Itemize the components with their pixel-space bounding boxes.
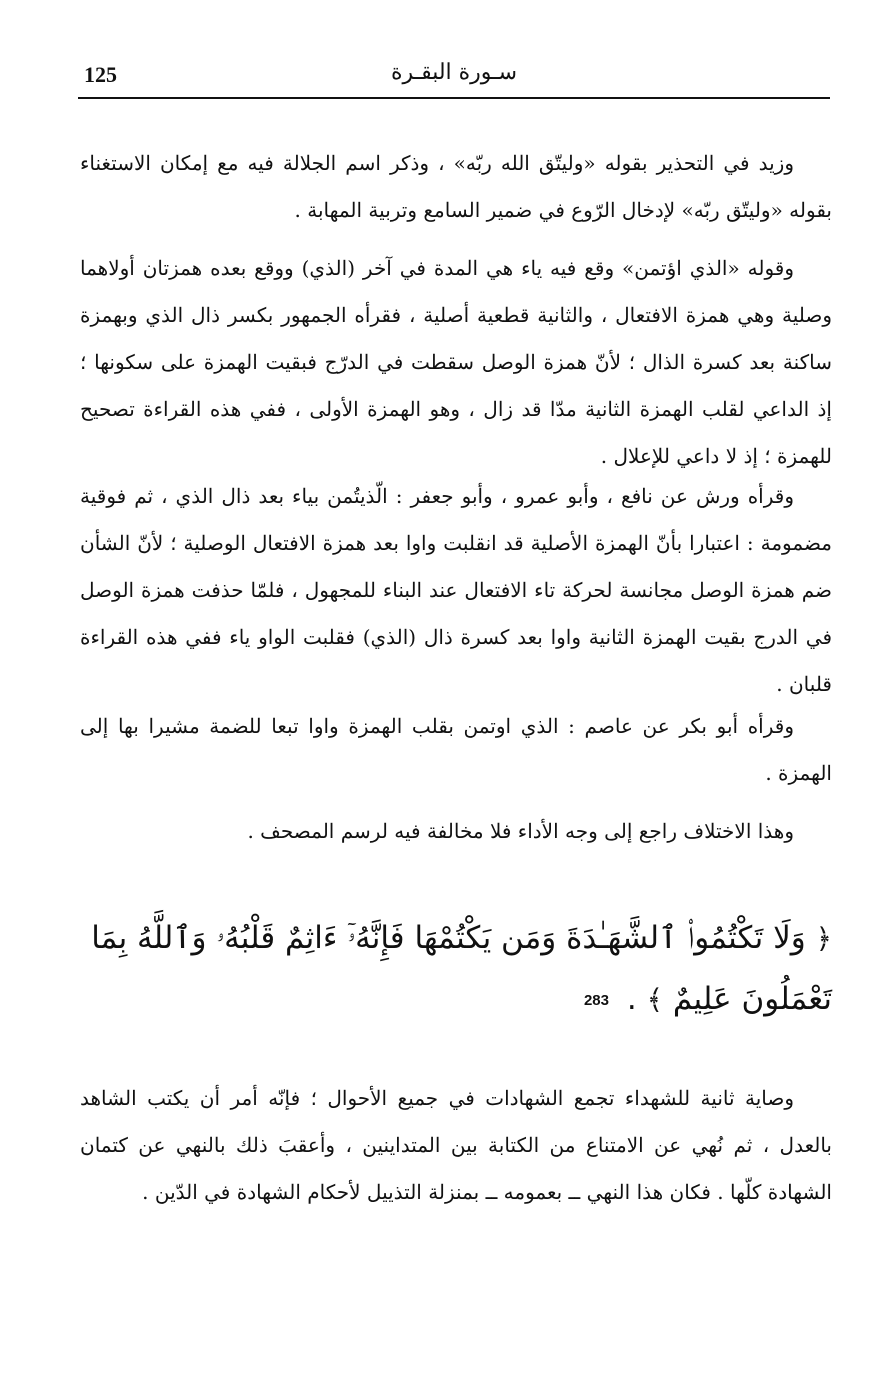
verse-text: وَلَا تَكْتُمُوا۟ ٱلشَّهَـٰدَةَ وَمَن يَكْتُمْهَا فَإِنَّهُۥٓ ءَاثِمٌ قَلْبُهُۥ وَٱللَّهُ بِمَا تَعْمَلُونَ عَلِيمٌ bbox=[91, 920, 832, 1017]
paragraph-2: وقوله «الذي اؤتمن» وقع فيه ياء هي المدة في آخر (الذي) ووقع بعده همزتان أولاهما وصلية وهي همزة الافتعال ، والثانية قطعية أصلية ، فقرأه الجمهور بكسر ذال الذي وبهمزة ساكنة بعد كسرة الذال ؛ لأنّ همزة الوصل سقطت في الدرّج فبقيت الهمزة على سكونها ؛ إذ الداعي لقلب الهمزة الثانية مدّا قد زال ، وهو الهمزة الأولى ، ففي هذه القراءة تصحيح للهمزة ؛ إذ لا داعي للإعلال . bbox=[80, 256, 832, 468]
quran-verse bbox=[80, 908, 832, 1031]
paragraph-6: وصاية ثانية للشهداء تجمع الشهادات في جميع الأحوال ؛ فإنّه أمر أن يكتب الشاهد بالعدل ، ثم نُهي عن الامتناع من الكتابة بين المتداينين ، وأعقبَ ذلك بالنهي عن كتمان الشهادة كلّها . فكان هذا النهي ــ بعمومه ــ بمنزلة التذييل لأحكام الشهادة في الدّين . bbox=[80, 1086, 832, 1204]
page-header bbox=[78, 58, 830, 96]
paragraph-1: وزيد في التحذير بقوله «وليتّق الله ربّه» ، وذكر اسم الجلالة فيه مع إمكان الاستغناء بقوله «وليتّق ربّه» لإدخال الرّوع في ضمير السامع وتربية المهابة . bbox=[80, 151, 832, 222]
verse-close-bracket: ﴾ bbox=[646, 983, 663, 1016]
verse-number: 283 bbox=[583, 991, 609, 1009]
verse-end-mark: . bbox=[626, 981, 637, 1017]
header-rule bbox=[78, 97, 830, 99]
paragraph-3: وقرأه ورش عن نافع ، وأبو عمرو ، وأبو جعفر : الّذيتُمن بياء بعد ذال الذي ، ثم فوقية مضمومة : اعتبارا بأنّ الهمزة الأصلية قد انقلبت واوا بعد همزة الافتعال الوصلية ؛ لأنّ الشأن ضم همزة الوصل مجانسة لحركة تاء الافتعال عند البناء للمجهول ، فلمّا حذفت همزة الوصل في الدرج بقيت الهمزة الثانية واوا بعد كسرة ذال (الذي) فقلبت الواو ياء ففي هذه القراءة قلبان . bbox=[80, 484, 832, 696]
running-title: سـورة البقـرة bbox=[390, 60, 518, 85]
page-number: 125 bbox=[84, 62, 117, 87]
paragraph-4: وقرأه أبو بكر عن عاصم : الذي اوتمن بقلب الهمزة واوا تبعا للضمة مشيرا بها إلى الهمزة . bbox=[80, 714, 832, 785]
verse-open-bracket: ﴿ bbox=[815, 922, 832, 955]
paragraph-5: وهذا الاختلاف راجع إلى وجه الأداء فلا مخالفة فيه لرسم المصحف . bbox=[247, 819, 794, 843]
